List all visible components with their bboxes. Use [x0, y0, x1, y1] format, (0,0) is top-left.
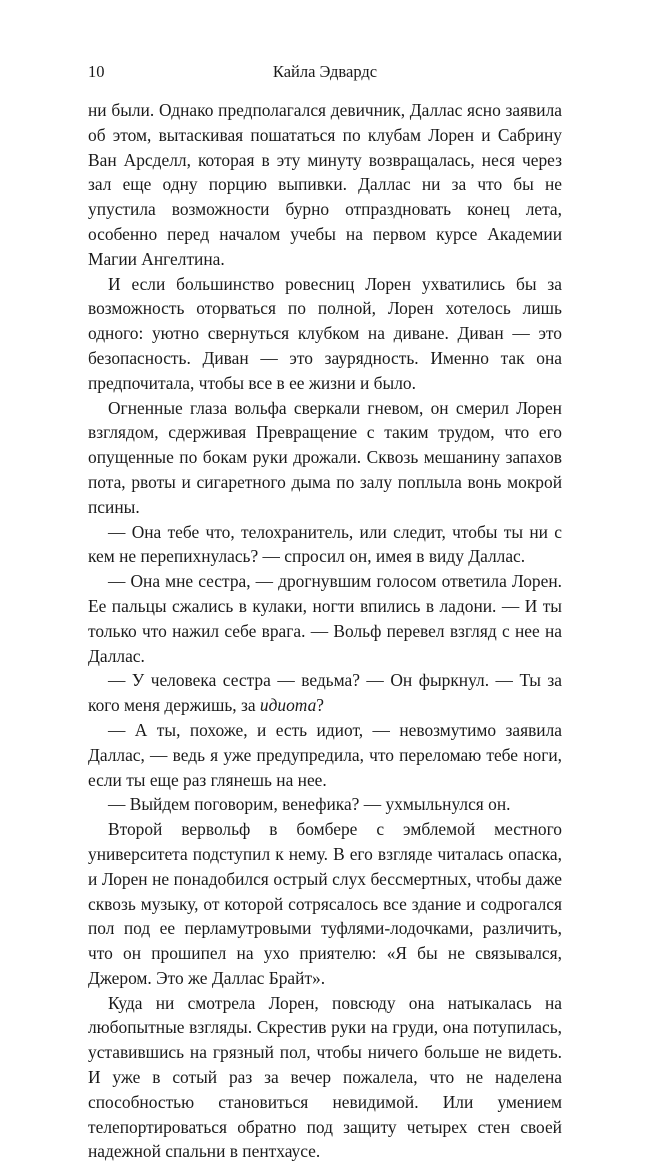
paragraph: Второй вервольф в бомбере с эмблемой местного университета подступил к нему. В его взгляде читалась опаска, и Лорен не понадобился острый слух бессмертных, чтобы даже сквозь музыку, от которой сотрясалось все здание и содрогался пол под ее перламутровыми туфлями-лодочками, различить, что он прошипел на ухо приятелю: «Я бы не связывался, Джером. Это же Даллас Брайт».: [88, 819, 562, 988]
dialogue-text: — У человека сестра — ведьма? — Он фыркнул. — Ты за кого меня держишь, за: [88, 670, 562, 716]
dialogue-paragraph: — Выйдем поговорим, венефика? — ухмыльнулся он.: [108, 794, 511, 815]
dialogue-paragraph: — Она мне сестра, — дрогнувшим голосом ответила Лорен. Ее пальцы сжались в кулаки, ногти впились в ладони. — И ты только что нажил себе врага. — Вольф перевел взгляд с нее на Даллас.: [88, 571, 562, 666]
emphasized-word: идиота: [259, 695, 317, 716]
dialogue-paragraph: — А ты, похоже, и есть идиот, — невозмутимо заявила Даллас, — ведь я уже предупредила, что переломаю тебе ноги, если ты еще раз глянешь на нее.: [88, 719, 562, 790]
paragraph: Куда ни смотрела Лорен, повсюду она натыкалась на любопытные взгляды. Скрестив руки на груди, она потупилась, уставившись на грязный пол, чтобы ничего больше не видеть. И уже в сотый раз за вечер пожалела, что не наделена способностью становиться невидимой. Или умением телепортироваться обратно под защиту четырех стен своей надежной спальни в пентхаусе.: [88, 992, 562, 1162]
paragraph: Огненные глаза вольфа сверкали гневом, он смерил Лорен взглядом, сдерживая Превращение с таким трудом, что его опущенные по бокам руки дрожали. Сквозь мешанину запахов пота, рвоты и сигаретного дыма по залу поплыла вонь мокрой псины.: [88, 397, 562, 517]
paragraph: ни были. Однако предполагался девичник, Даллас ясно заявила об этом, вытаскивая пошататься по клубам Лорен и Сабрину Ван Арсделл, которая в эту минуту возвращалась, неся через зал еще одну порцию выпивки. Даллас ни за что бы не упустила возможности бурно отпраздновать конец лета, особенно перед началом учебы на первом курсе Академии Магии Ангелтина.: [88, 100, 562, 269]
dialogue-paragraph: [88, 668, 562, 718]
body-text: [88, 98, 562, 1164]
running-title: Кайла Эдвардс: [272, 62, 378, 81]
page-header: [88, 62, 562, 84]
dialogue-paragraph: — Она тебе что, телохранитель, или следит, чтобы ты ни с кем не перепихнулась? — спросил он, имея в виду Даллас.: [88, 521, 562, 567]
page-number: 10: [88, 62, 105, 81]
dialogue-text: ?: [316, 695, 325, 716]
paragraph: И если большинство ровесниц Лорен ухватились бы за возможность оторваться по полной, Лорен хотелось лишь одного: уютно свернуться клубком на диване. Диван — это безопасность. Диван — это заурядность. Именно так она предпочитала, чтобы все в ее жизни и было.: [88, 273, 562, 393]
